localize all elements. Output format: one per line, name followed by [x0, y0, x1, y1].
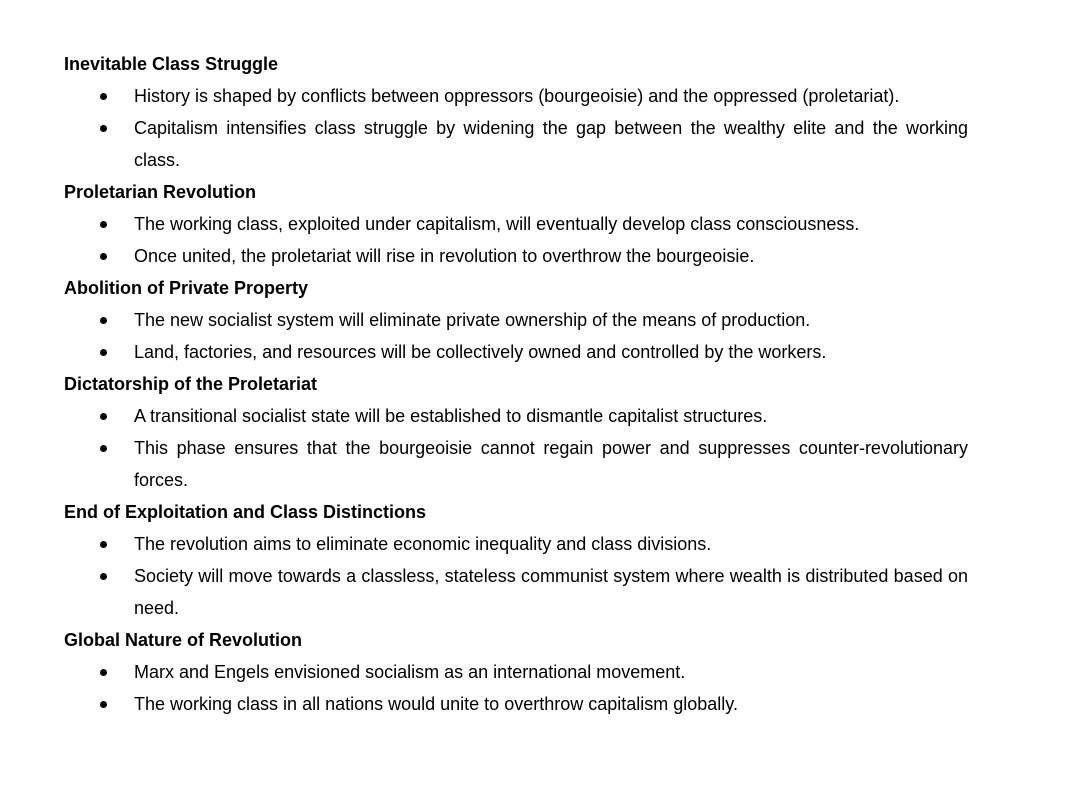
bullet-list — [64, 304, 968, 368]
section-class-struggle — [64, 48, 968, 176]
list-item — [64, 400, 968, 432]
list-item — [64, 688, 968, 720]
list-item — [64, 112, 968, 176]
list-item — [64, 304, 968, 336]
section-dictatorship — [64, 368, 968, 496]
list-item-text: Land, factories, and resources will be collectively owned and controlled by the workers. — [134, 342, 827, 362]
bullet-icon — [100, 573, 107, 580]
document-page — [64, 48, 968, 720]
list-item-text: Society will move towards a classless, stateless communist system where wealth is distributed based on need. — [134, 566, 968, 618]
list-item — [64, 432, 968, 496]
bullet-icon — [100, 93, 107, 100]
list-item-text: The working class, exploited under capitalism, will eventually develop class consciousness. — [134, 214, 860, 234]
list-item-text: Marx and Engels envisioned socialism as an international movement. — [134, 662, 686, 682]
list-item-text: This phase ensures that the bourgeoisie cannot regain power and suppresses counter-revolutionary forces. — [134, 438, 968, 490]
list-item — [64, 336, 968, 368]
bullet-icon — [100, 221, 107, 228]
section-heading: Inevitable Class Struggle — [64, 54, 279, 74]
bullet-icon — [100, 413, 107, 420]
bullet-list — [64, 528, 968, 624]
section-heading: Dictatorship of the Proletariat — [64, 374, 318, 394]
list-item-text: Once united, the proletariat will rise in revolution to overthrow the bourgeoisie. — [134, 246, 755, 266]
list-item-text: History is shaped by conflicts between oppressors (bourgeoisie) and the oppressed (proletariat). — [134, 86, 900, 106]
section-heading: Global Nature of Revolution — [64, 630, 303, 650]
list-item — [64, 240, 968, 272]
list-item-text: The revolution aims to eliminate economic inequality and class divisions. — [134, 534, 712, 554]
bullet-icon — [100, 445, 107, 452]
bullet-list — [64, 656, 968, 720]
list-item — [64, 656, 968, 688]
bullet-list — [64, 208, 968, 272]
section-proletarian-revolution — [64, 176, 968, 272]
section-private-property — [64, 272, 968, 368]
section-heading: Abolition of Private Property — [64, 278, 309, 298]
list-item — [64, 560, 968, 624]
section-end-of-exploitation — [64, 496, 968, 624]
list-item-text: The new socialist system will eliminate private ownership of the means of production. — [134, 310, 811, 330]
bullet-icon — [100, 701, 107, 708]
list-item — [64, 80, 968, 112]
bullet-icon — [100, 349, 107, 356]
bullet-list — [64, 80, 968, 176]
list-item-text: Capitalism intensifies class struggle by widening the gap between the wealthy elite and the working class. — [134, 118, 968, 170]
section-heading: Proletarian Revolution — [64, 182, 257, 202]
bullet-icon — [100, 253, 107, 260]
bullet-icon — [100, 125, 107, 132]
bullet-icon — [100, 317, 107, 324]
list-item-text: The working class in all nations would unite to overthrow capitalism globally. — [134, 694, 738, 714]
section-global-revolution — [64, 624, 968, 720]
list-item — [64, 208, 968, 240]
bullet-list — [64, 400, 968, 496]
section-heading: End of Exploitation and Class Distinctions — [64, 502, 427, 522]
bullet-icon — [100, 541, 107, 548]
bullet-icon — [100, 669, 107, 676]
list-item — [64, 528, 968, 560]
list-item-text: A transitional socialist state will be established to dismantle capitalist structures. — [134, 406, 768, 426]
